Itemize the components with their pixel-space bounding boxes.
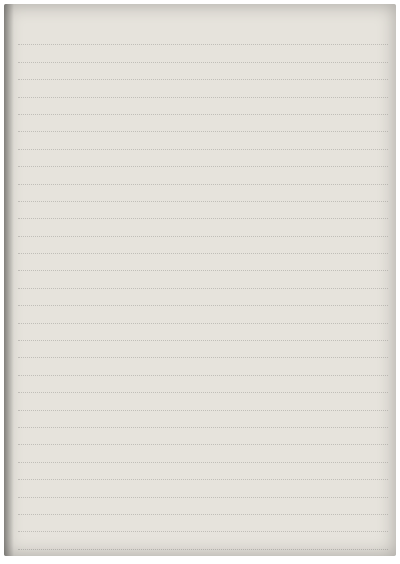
text-line-14 xyxy=(18,254,388,271)
text-line-5 xyxy=(18,98,388,115)
margin-note-1 xyxy=(370,180,396,194)
page-header xyxy=(176,8,356,24)
text-line-31 xyxy=(18,550,388,556)
margin-note-3 xyxy=(8,356,34,370)
text-line-15 xyxy=(18,271,388,288)
text-line-7 xyxy=(18,132,388,149)
text-line-16 xyxy=(18,289,388,306)
text-line-23 xyxy=(18,411,388,428)
page-edge-shadow xyxy=(4,4,14,556)
text-line-30 xyxy=(18,532,388,549)
text-line-17 xyxy=(18,306,388,323)
text-line-2 xyxy=(18,45,388,62)
text-line-18 xyxy=(18,324,388,341)
text-line-10 xyxy=(18,185,388,202)
text-line-24 xyxy=(18,428,388,445)
manuscript-page xyxy=(4,4,396,556)
text-line-21 xyxy=(18,376,388,393)
text-line-26 xyxy=(18,463,388,480)
text-line-22 xyxy=(18,393,388,410)
text-line-9 xyxy=(18,167,388,184)
manuscript-text-block xyxy=(18,28,388,548)
text-line-11 xyxy=(18,202,388,219)
text-line-20 xyxy=(18,358,388,375)
text-line-27 xyxy=(18,480,388,497)
text-line-19 xyxy=(18,341,388,358)
text-line-12 xyxy=(18,219,388,236)
text-line-29 xyxy=(18,515,388,532)
text-line-28 xyxy=(18,498,388,515)
text-line-13 xyxy=(18,237,388,254)
text-line-6 xyxy=(18,115,388,132)
text-line-1 xyxy=(18,28,388,45)
text-line-3 xyxy=(18,63,388,80)
text-line-25 xyxy=(18,445,388,462)
text-line-4 xyxy=(18,80,388,97)
margin-note-4 xyxy=(8,502,34,516)
margin-note-2 xyxy=(8,334,34,348)
text-line-8 xyxy=(18,150,388,167)
